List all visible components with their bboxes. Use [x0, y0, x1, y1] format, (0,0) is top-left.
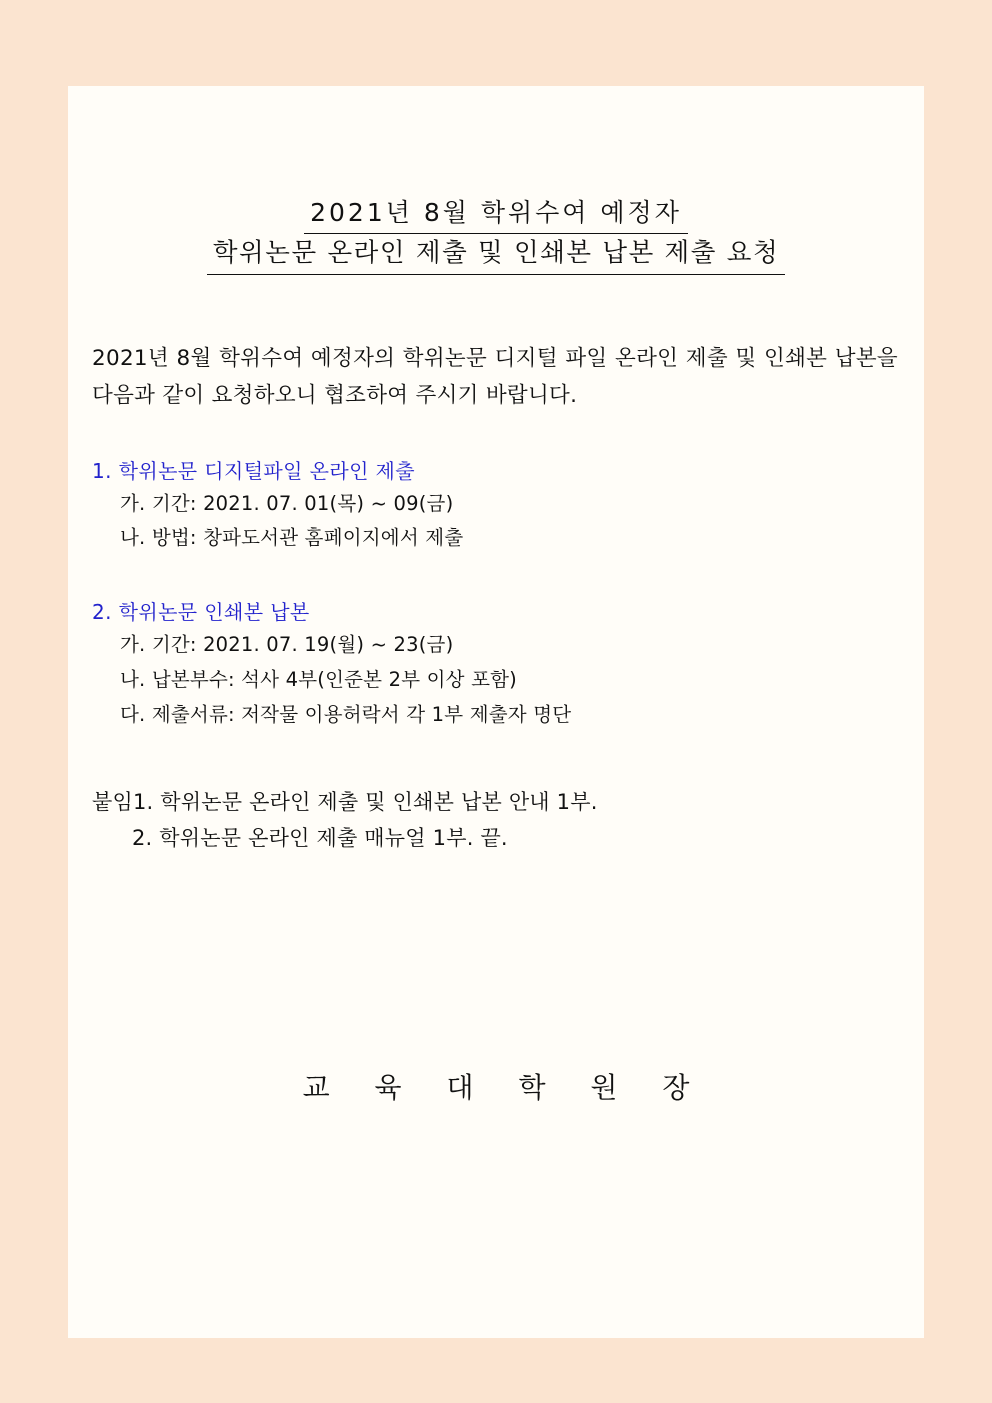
attachment-line-2: 2. 학위논문 온라인 제출 매뉴얼 1부. 끝. — [132, 826, 508, 851]
title-line-2: 학위논문 온라인 제출 및 인쇄본 납본 제출 요청 — [207, 234, 785, 275]
section-2-item-2: 나. 납본부수: 석사 4부(인준본 2부 이상 포함) — [120, 667, 517, 691]
section-1-heading: 1. 학위논문 디지털파일 온라인 제출 — [92, 458, 415, 483]
attachment-line-1: 붙임1. 학위논문 온라인 제출 및 인쇄본 납본 안내 1부. — [92, 790, 598, 815]
section-2-item-3: 다. 제출서류: 저작물 이용허락서 각 1부 제출자 명단 — [120, 702, 572, 726]
document-title — [92, 194, 900, 275]
section-print-deposit — [92, 596, 900, 732]
intro-paragraph: 2021년 8월 학위수여 예정자의 학위논문 디지털 파일 온라인 제출 및 인쇄본 납본을 다음과 같이 요청하오니 협조하여 주시기 바랍니다. — [92, 345, 898, 408]
section-1-item-2: 나. 방법: 창파도서관 홈페이지에서 제출 — [120, 526, 464, 550]
section-online-submission — [92, 455, 900, 556]
section-2-heading: 2. 학위논문 인쇄본 납본 — [92, 600, 310, 625]
section-2-item-1: 가. 기간: 2021. 07. 19(월) ~ 23(금) — [120, 633, 454, 657]
document-page — [68, 86, 924, 1338]
title-line-1: 2021년 8월 학위수여 예정자 — [304, 194, 688, 234]
document-body — [92, 86, 900, 1338]
section-1-item-1: 가. 기간: 2021. 07. 01(목) ~ 09(금) — [120, 491, 454, 515]
signature-line: 교 육 대 학 원 장 — [302, 1071, 708, 1105]
attachment-list — [92, 784, 900, 856]
